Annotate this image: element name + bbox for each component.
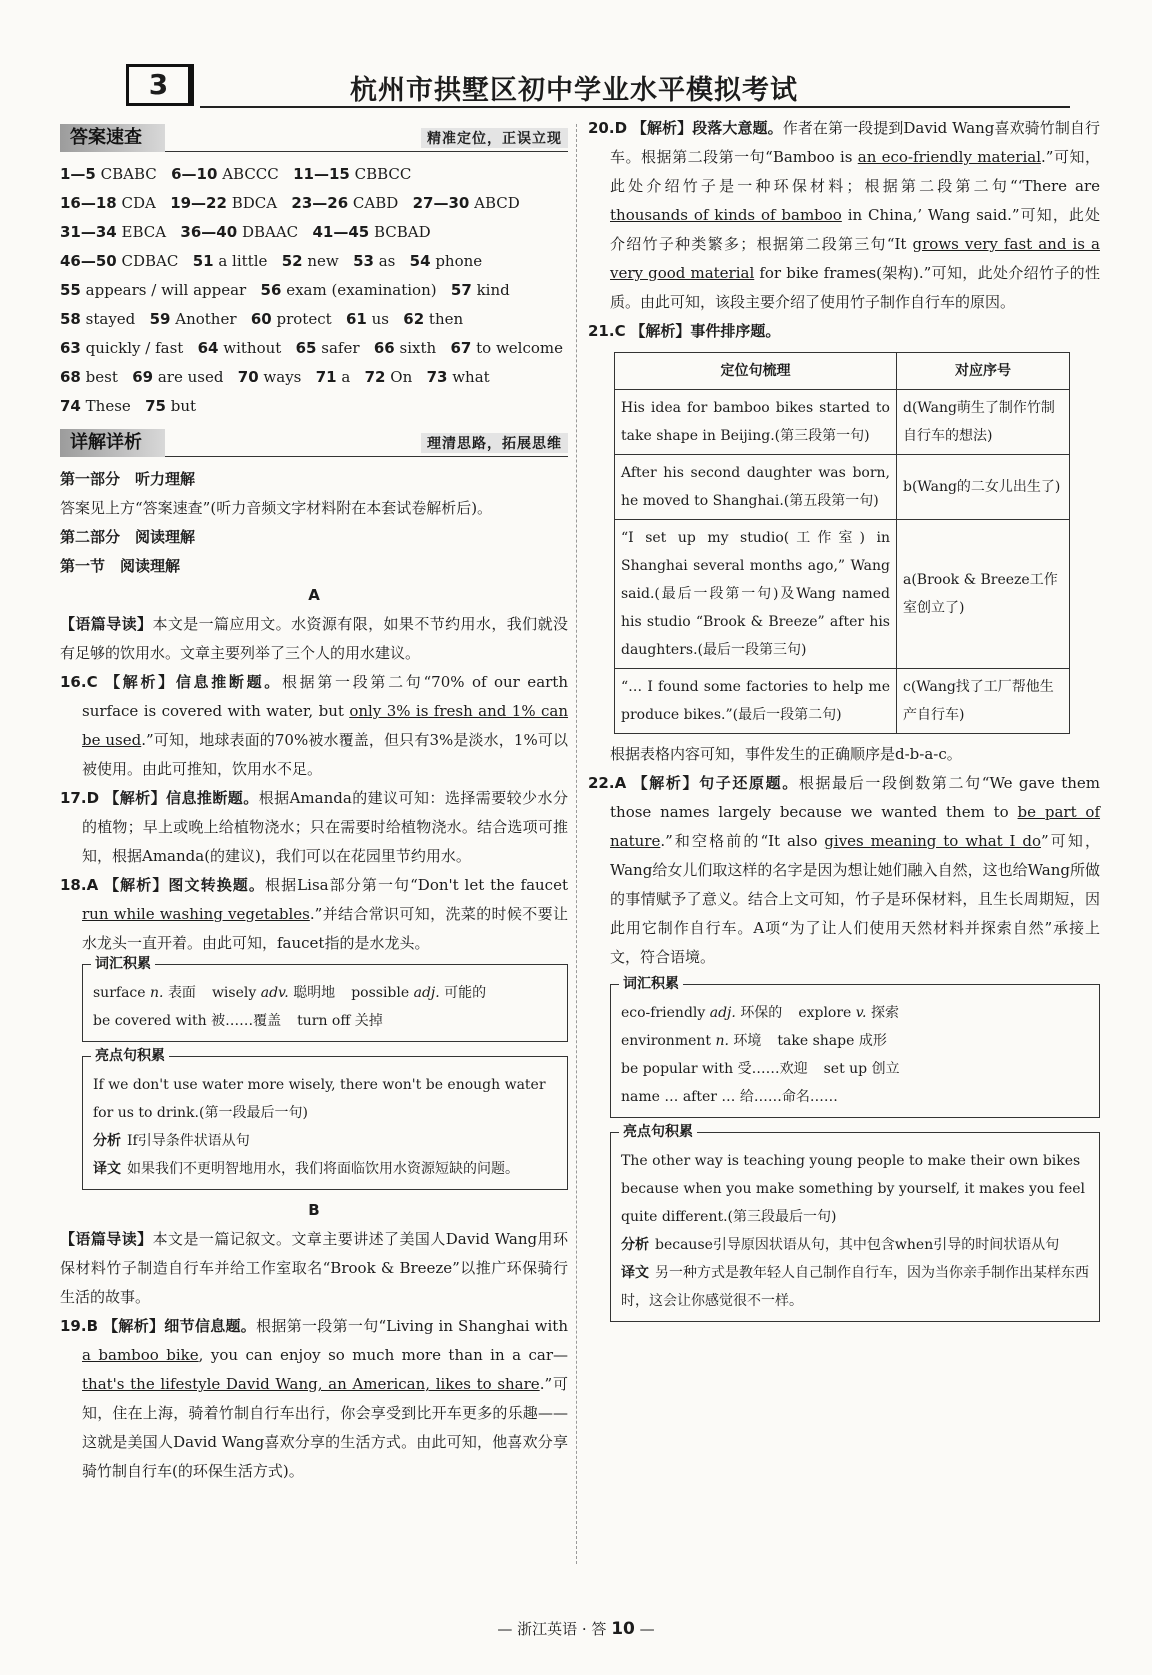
order-item: b(Wang的二女儿出生了) [897,455,1070,520]
locate-sentence: After his second daughter was born, he moved to Shanghai.(第五段第一句) [615,455,897,520]
answer-value: then [428,310,464,328]
vocab-meaning: 环境 [733,1033,762,1049]
vocab-meaning: 环保的 [740,1005,783,1021]
vocab-box-b [610,976,1100,1118]
table-header-locate: 定位句梳理 [615,353,897,390]
answer-number: 53 [353,252,374,270]
answer-row [60,247,568,276]
question-20: 20.D 【解析】段落大意题。作者在第一段提到David Wang喜欢骑竹制自行车。根据第二段第一句“Bamboo is an eco-friendly material.”可知，此处介绍竹子是一种环保材料；根据第二段第二句“‘There are thousands of kinds of bamboo in China,’ Wang said.”可知，此处介绍竹子种类繁多；根据第二段第三句“It grows very fast and is a very good material for bike frames(架构).”可知，此处介绍竹子的性质。由此可知，该段主要介绍了使用竹子制作自行车的原因。 [588,119,1101,311]
vocab-word: be covered with [93,1013,207,1029]
vocab-meaning: 受……欢迎 [737,1061,808,1077]
vocab-box-a [82,956,568,1042]
answer-value: a [341,368,351,386]
question-21-conclusion: 根据表格内容可知，事件发生的正确顺序是d-b-a-c。 [610,745,962,763]
table-row [615,520,1070,669]
answer-value: safer [321,339,360,357]
answer-value: protect [276,310,332,328]
vocab-word: turn off [297,1013,351,1029]
answer-number: 62 [403,310,425,328]
passage-a-label: A [308,586,320,604]
answer-value: BDCA [231,194,278,212]
vocab-word: possible [351,985,410,1001]
answer-value: ABCCC [222,165,279,183]
answer-value: These [85,397,131,415]
vocab-word: be popular with [621,1061,734,1077]
answer-number: 55 [60,281,81,299]
vocab-meaning: 可能的 [444,985,487,1001]
answer-value: sixth [399,339,437,357]
vocab-pos: n. [715,1033,729,1049]
vocab-word: name … after … [621,1089,736,1105]
answer-value: what [452,368,490,386]
answer-number: 19—22 [170,194,227,212]
answer-number: 1—5 [60,165,96,183]
answer-value: ways [263,368,302,386]
quick-answers-banner [60,124,568,154]
answer-value: kind [476,281,510,299]
vocab-box-a-title: 词汇积累 [91,954,155,974]
answer-value: On [390,368,413,386]
sentence-b-translation: 译文 另一种方式是教年轻人自己制作自行车，因为当你亲手制作出某样东西时，这会让你感觉很不一样。 [621,1265,1089,1309]
left-column [60,124,568,1486]
locate-sentence: His idea for bamboo bikes started to take shape in Beijing.(第三段第一句) [615,390,897,455]
vocab-word: wisely [211,985,257,1001]
answer-value: CABD [352,194,399,212]
answer-number: 51 [192,252,214,270]
vocab-word: explore [798,1005,852,1021]
part2-heading: 第二部分 阅读理解 [60,528,196,546]
sentence-box-a-title: 亮点句积累 [91,1046,169,1066]
answer-number: 31—34 [60,223,117,241]
table-header-order: 对应序号 [897,353,1070,390]
answer-number: 16—18 [60,194,117,212]
footer-prefix: — 浙江英语 · 答 [497,1620,607,1638]
part1-heading: 第一部分 听力理解 [60,470,196,488]
answer-number: 23—26 [291,194,349,212]
answer-value: stayed [85,310,136,328]
answer-number: 61 [345,310,367,328]
vocab-word: take shape [777,1033,855,1049]
answer-value: us [371,310,389,328]
answer-value: to welcome [476,339,563,357]
vocab-word: environment [621,1033,712,1049]
sentence-box-a [82,1048,568,1190]
footer-suffix: — [639,1620,655,1638]
answer-number: 52 [281,252,303,270]
answer-row [60,160,568,189]
vocab-meaning: 被……覆盖 [211,1013,282,1029]
vocab-meaning: 探索 [870,1005,899,1021]
answer-number: 54 [409,252,431,270]
answer-number: 46—50 [60,252,117,270]
sentence-a-analysis: 分析 If引导条件状语从句 [93,1133,250,1149]
table-row [615,669,1070,734]
answer-number: 68 [60,368,81,386]
vocab-word: set up [823,1061,868,1077]
answer-number: 57 [450,281,472,299]
answer-value: best [85,368,118,386]
answer-value: a little [218,252,268,270]
answer-row [60,276,568,305]
question-16: 16.C 【解析】信息推断题。根据第一段第二句“70% of our earth surface is covered with water, but only 3% is fresh and 1% can be used.”可知，地球表面的70%被水覆盖，但只有3%是淡水，1%可以被使用。由此可推知，饮用水不足。 [60,673,569,778]
paper-title: 杭州市拱墅区初中学业水平模拟考试 [350,75,798,106]
answer-value: Another [175,310,237,328]
answer-number: 74 [60,397,81,415]
answer-number: 64 [197,339,219,357]
answer-number: 73 [426,368,448,386]
answer-number: 27—30 [412,194,470,212]
header-rule [200,106,1070,108]
answer-number: 41—45 [312,223,370,241]
event-order-table [614,352,1070,734]
sentence-box-b [610,1124,1100,1322]
vocab-pos: adj. [709,1005,736,1021]
vocab-meaning: 给……命名…… [739,1089,838,1105]
quick-answers-slogan: 精准定位，正误立现 [421,128,568,148]
answer-value: new [307,252,339,270]
answer-value: but [170,397,197,415]
question-17: 17.D 【解析】信息推断题。根据Amanda的建议可知：选择需要较少水分的植物；早上或晚上给植物浇水；只在需要时给植物浇水。结合选项可推知，根据Amanda(的建议)，我们可以在花园里节约用水。 [60,789,568,865]
question-21-heading: 21.C 【解析】事件排序题。 [588,322,781,340]
answer-number: 71 [315,368,337,386]
sentence-b-analysis: 分析 because引导原因状语从句，其中包含when引导的时间状语从句 [621,1237,1060,1253]
answer-number: 75 [145,397,166,415]
answer-value: appears / will appear [85,281,247,299]
answer-value: EBCA [121,223,167,241]
sentence-b-text: The other way is teaching young people to make their own bikes because when you make something by yourself, it makes you feel quite different.(第三段最后一句) [621,1153,1086,1225]
vocab-box-b-title: 词汇积累 [619,974,683,994]
section1-heading: 第一节 阅读理解 [60,557,181,575]
locate-sentence: “… I found some factories to help me produce bikes.”(最后一段第二句) [615,669,897,734]
answer-number: 63 [60,339,81,357]
page-footer [0,1618,1152,1639]
sentence-a-text: If we don't use water more wisely, there won't be enough water for us to drink.(第一段最后一句) [93,1077,546,1121]
vocab-pos: v. [855,1005,867,1021]
vocab-word: eco-friendly [621,1005,706,1021]
answer-number: 70 [237,368,259,386]
paper-number: 3 [126,64,194,106]
answer-row [60,392,568,421]
answer-value: CBABC [100,165,157,183]
answer-number: 66 [373,339,395,357]
vocab-meaning: 关掉 [354,1013,383,1029]
order-item: c(Wang找了工厂帮他生产自行车) [897,669,1070,734]
answer-value: CDA [121,194,156,212]
answer-number: 60 [250,310,272,328]
vocab-pos: n. [150,985,164,1001]
answer-row [60,334,568,363]
sentence-a-translation: 译文 如果我们不更明智地用水，我们将面临饮用水资源短缺的问题。 [93,1161,519,1177]
detail-tag: 详解详析 [60,429,165,457]
vocab-meaning: 聪明地 [293,985,336,1001]
vocab-meaning: 成形 [858,1033,887,1049]
vocab-word: surface [93,985,146,1001]
vocab-pos: adj. [413,985,440,1001]
answer-number: 56 [260,281,282,299]
answer-value: ABCD [474,194,520,212]
right-column [588,114,1100,1328]
answer-row [60,305,568,334]
answer-number: 58 [60,310,81,328]
answer-number: 11—15 [293,165,350,183]
answer-value: as [378,252,396,270]
answer-value: CDBAC [121,252,179,270]
answer-number: 36—40 [180,223,238,241]
answer-number: 72 [364,368,386,386]
answer-number: 67 [450,339,472,357]
answer-number: 69 [132,368,154,386]
answer-value: are used [157,368,224,386]
answer-value: quickly / fast [85,339,184,357]
question-18: 18.A 【解析】图文转换题。根据Lisa部分第一句“Don't let the faucet run while washing vegetables.”并结合常识可知，洗菜的时候不要让水龙头一直开着。由此可知，faucet指的是水龙头。 [60,876,568,952]
table-row [615,390,1070,455]
detail-banner [60,429,568,459]
question-19: 19.B 【解析】细节信息题。根据第一段第一句“Living in Shanghai with a bamboo bike, you can enjoy so much more than in a car—that's the lifestyle David Wang, an American, likes to share.”可知，住在上海，骑着竹制自行车出行，你会享受到比开车更多的乐趣——这就是美国人David Wang喜欢分享的生活方式。由此可知，他喜欢分享骑竹制自行车(的环保生活方式)。 [60,1317,569,1480]
passage-a-guide: 【语篇导读】本文是一篇应用文。水资源有限，如果不节约用水，我们就没有足够的饮用水。文章主要列举了三个人的用水建议。 [60,615,568,662]
vocab-meaning: 表面 [167,985,196,1001]
quick-answers-tag: 答案速查 [60,124,165,152]
answer-row [60,363,568,392]
page-number: 10 [611,1619,635,1639]
order-item: d(Wang萌生了制作竹制自行车的想法) [897,390,1070,455]
answer-value: CBBCC [354,165,412,183]
answer-number: 6—10 [171,165,218,183]
answer-value: BCBAD [373,223,431,241]
page-header [60,62,1060,108]
answer-row [60,218,568,247]
locate-sentence: “I set up my studio(工作室) in Shanghai several months ago,” Wang said.(最后一段第一句)及Wang named his studio “Brook & Breeze” after his daughters.(最后一段第三句) [615,520,897,669]
vocab-pos: adv. [260,985,289,1001]
vocab-meaning: 创立 [871,1061,900,1077]
answer-value: exam (examination) [286,281,437,299]
answer-value: without [223,339,282,357]
sentence-box-b-title: 亮点句积累 [619,1122,697,1142]
part1-note: 答案见上方“答案速查”(听力音频文字材料附在本套试卷解析后)。 [60,499,493,517]
answer-row [60,189,568,218]
question-22: 22.A 【解析】句子还原题。根据最后一段倒数第二句“We gave them those names largely because we wanted them to be part of nature.”和空格前的“It also gives meaning to what I do”可知，Wang给女儿们取这样的名字是因为想让她们融入自然，这也给Wang所做的事情赋予了意义。结合上文可知，竹子是环保材料，且生长周期短，因此用它制作自行车。A项“为了让人们使用天然材料并探索自然”承接上文，符合语境。 [588,774,1101,966]
answer-number: 59 [149,310,171,328]
quick-answers-list [60,160,568,421]
passage-b-guide: 【语篇导读】本文是一篇记叙文。文章主要讲述了美国人David Wang用环保材料竹子制造自行车并给工作室取名“Brook & Breeze”以推广环保骑行生活的故事。 [60,1230,568,1306]
answer-number: 65 [295,339,317,357]
table-row [615,455,1070,520]
passage-b-label: B [308,1201,320,1219]
order-item: a(Brook & Breeze工作室创立了) [897,520,1070,669]
answer-value: DBAAC [241,223,299,241]
detail-slogan: 理清思路，拓展思维 [421,433,568,453]
answer-value: phone [435,252,483,270]
